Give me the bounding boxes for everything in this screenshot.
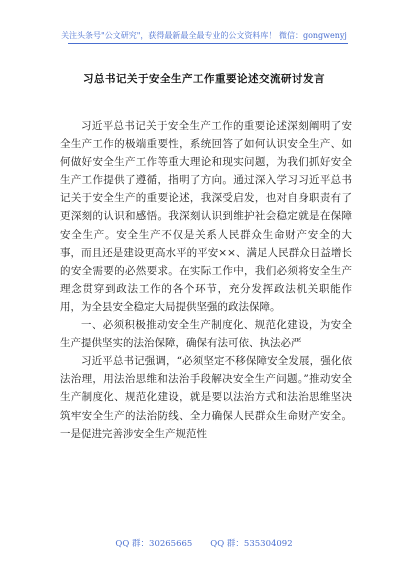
header-divider	[68, 43, 348, 44]
footer-qq-group-2: QQ 群：535304092	[210, 539, 293, 549]
paragraph-intro: 习近平总书记关于安全生产工作的重要论述深刻阐明了安全生产工作的极端重要性，系统回答了如何认识安全生产、如何做好安全生产工作等重大理论和现实问题，为我们抓好安全生产工作提供了遵循，指明了方向。通过深入学习习近平总书记关于安全生产的重要论述，我深受启发，也对自身职责有了更深刻的认识和感悟。我深刻认识到维护社会稳定就是在保障安全生产。安全生产不仅是关系人民群众生命财产安全的大事，而且还是建设更高水平的平安××、满足人民群众日益增长的安全需要的必然要求。在实际工作中，我们必须将安全生产理念贯穿到政法工作的各个环节，充分发挥政法机关职能作用，为全县安全稳定大局提供坚强的政法保障。	[60, 120, 352, 313]
header-promo-note: 关注头条号"公文研究"，获得最新最全最专业的公文资料库！ 微信：gongwenyj	[61, 31, 347, 40]
document-title: 习总书记关于安全生产工作重要论述交流研讨发言	[83, 73, 325, 85]
paragraph-section-1-body: 习近平总书记强调，“必须坚定不移保障安全发展，强化依法治理，用法治思维和法治手段解决安全生产问题。”推动安全生产制度化、规范化建设，就是要以法治方式和法治思维坚决筑牢安全生产的法治防线、全力确保人民群众生命财产安全。一是促进完善涉安全生产规范性	[60, 355, 352, 440]
footer-qq-group-1: QQ 群：30265665	[115, 539, 193, 549]
paragraph-section-heading-1: 一、必须积极推动安全生产制度化、规范化建设，为安全生产提供坚实的法治保障，确保有法可依、执法必严	[60, 319, 352, 350]
footer-qq-groups	[0, 537, 408, 549]
document-body	[60, 117, 352, 443]
